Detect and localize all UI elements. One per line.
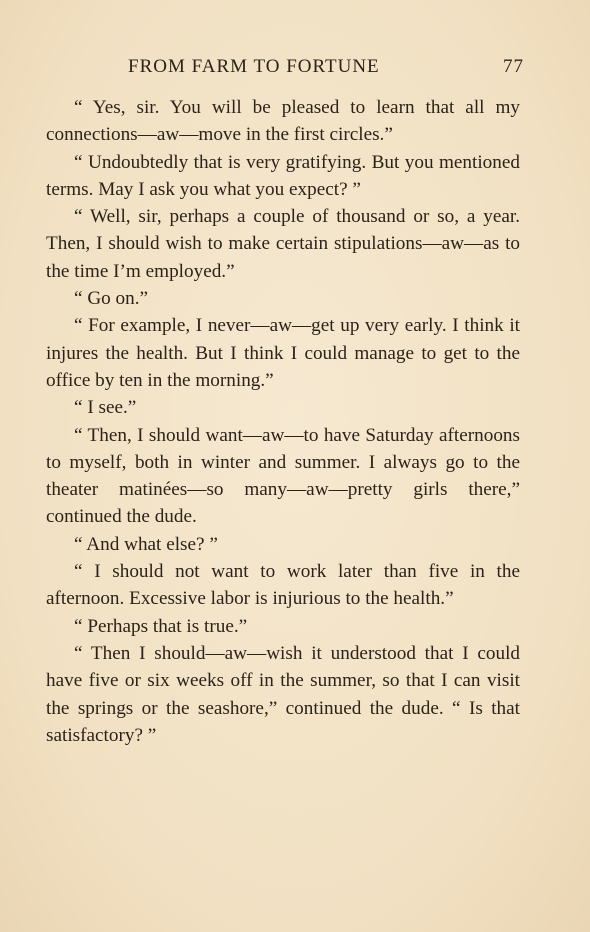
paragraph: “ Go on.” [74, 288, 149, 310]
running-title: FROM FARM TO FORTUNE [128, 56, 380, 77]
paragraph: “ Perhaps that is true.” [74, 615, 248, 637]
paragraph: “ Then, I should want—aw—to have Saturday afternoons to myself, both in winter and summer. I always go to the theater matinées—so many—aw—pretty girls there,” continued the dude. [46, 424, 520, 528]
page-header [128, 56, 524, 80]
page-number: 77 [503, 56, 524, 77]
paragraph: “ Undoubtedly that is very gratifying. But you mentioned terms. May I ask you what you expect? ” [46, 151, 520, 200]
paragraph: “ For example, I never—aw—get up very early. I think it injures the health. But I think I could manage to get to the office by ten in the morning.” [46, 315, 520, 391]
paragraph: “ Then I should—aw—wish it understood that I could have five or six weeks off in the summer, so that I can visit the springs or the seashore,” continued the dude. “ Is that satisfactory? ” [46, 642, 520, 746]
paragraph: “ And what else? ” [74, 533, 218, 555]
body-text [46, 94, 520, 749]
paragraph: “ Yes, sir. You will be pleased to learn that all my connections—aw—move in the first circles.” [46, 97, 520, 146]
paragraph: “ I should not want to work later than five in the afternoon. Excessive labor is injurious to the health.” [46, 561, 520, 610]
paragraph: “ Well, sir, perhaps a couple of thousand or so, a year. Then, I should wish to make certain stipulations—aw—as to the time I’m employed.” [46, 206, 520, 282]
paragraph: “ I see.” [74, 397, 137, 419]
